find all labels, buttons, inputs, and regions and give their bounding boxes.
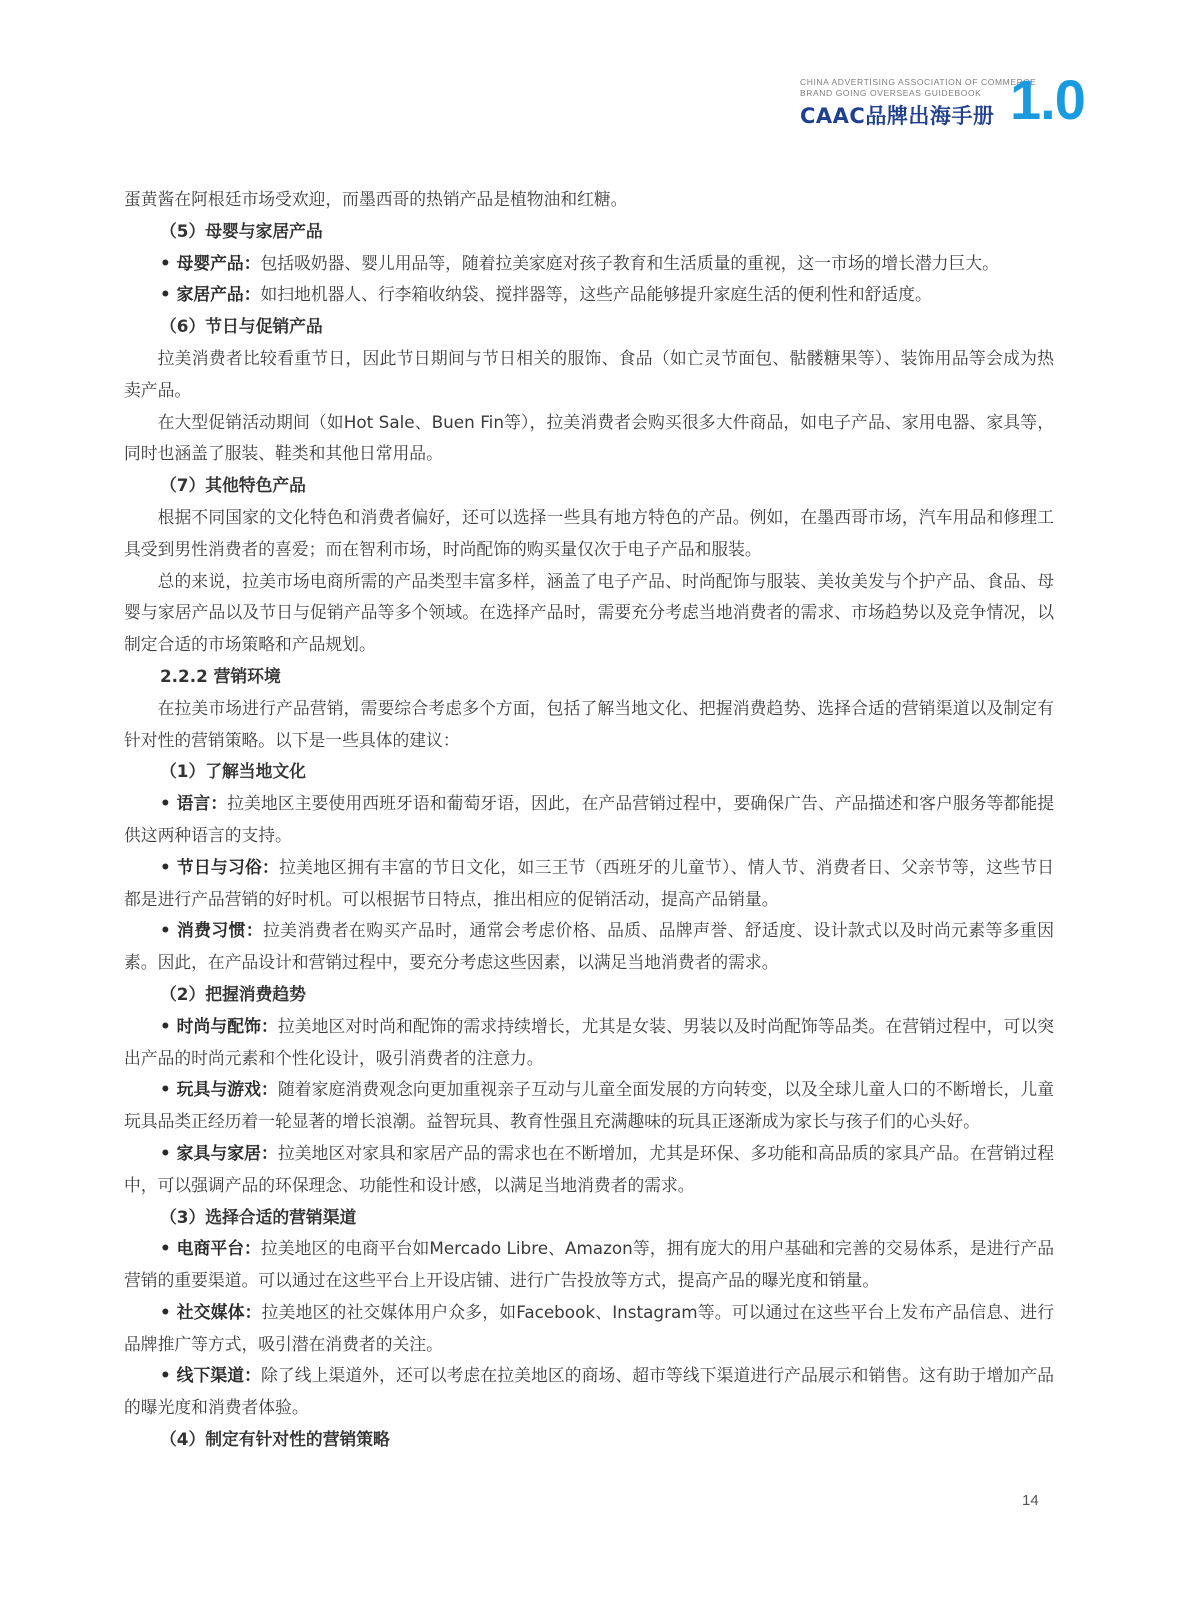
paragraph: 拉美消费者比较看重节日，因此节日期间与节日相关的服饰、食品（如亡灵节面包、骷髅糖果等）、装饰用品等会成为热卖产品。: [124, 347, 1054, 400]
bullet-text: 除了线上渠道外，还可以考虑在拉美地区的商场、超市等线下渠道进行产品展示和销售。这有助于增加产品的曝光度和消费者体验。: [124, 1365, 1054, 1418]
subheading: （4）制定有针对性的营销策略: [160, 1429, 390, 1450]
bullet-label: 社交媒体：: [176, 1301, 262, 1322]
bullet-mark: •: [160, 1015, 171, 1036]
subheading: （5）母婴与家居产品: [160, 220, 323, 241]
bullet-label: 时尚与配饰：: [176, 1015, 278, 1036]
bullet-text: 拉美地区拥有丰富的节日文化，如三王节（西班牙的儿童节）、情人节、消费者日、父亲节等，这些节日都是进行产品营销的好时机。可以根据节日特点，推出相应的促销活动，提高产品销量。: [124, 856, 1055, 909]
bullet-label: 母婴产品：: [176, 252, 261, 273]
bullet-item: [124, 1233, 1054, 1297]
bullet-text: 拉美地区的电商平台如Mercado Libre、Amazon等，拥有庞大的用户基础和完善的交易体系，是进行产品营销的重要渠道。可以通过在这些平台上开设店铺、进行广告投放等方式，提高产品的曝光度和销量。: [124, 1238, 1054, 1291]
bullet-item: [124, 248, 1054, 280]
bullet-text: 拉美地区的社交媒体用户众多，如Facebook、Instagram等。可以通过在这些平台上发布产品信息、进行品牌推广等方式，吸引潜在消费者的关注。: [124, 1301, 1054, 1354]
paragraph: 总的来说，拉美市场电商所需的产品类型丰富多样，涵盖了电子产品、时尚配饰与服装、美妆美发与个护产品、食品、母婴与家居产品以及节日与促销产品等多个领域。在选择产品时，需要充分考虑当地消费者的需求、市场趋势以及竞争情况，以制定合适的市场策略和产品规划。: [124, 570, 1054, 655]
bullet-mark: •: [160, 284, 171, 305]
bullet-item: [124, 1138, 1054, 1202]
bullet-item: [124, 1297, 1054, 1361]
subheading: （7）其他特色产品: [160, 475, 306, 496]
bullet-text: 拉美地区对家具和家居产品的需求也在不断增加，尤其是环保、多功能和高品质的家具产品。在营销过程中，可以强调产品的环保理念、功能性和设计感，以满足当地消费者的需求。: [124, 1142, 1054, 1195]
bullet-item: [124, 788, 1054, 852]
bullet-item: [124, 1074, 1054, 1138]
bullet-mark: •: [160, 1238, 171, 1259]
bullet-text: 如扫地机器人、行李箱收纳袋、搅拌器等，这些产品能够提升家庭生活的便利性和舒适度。: [260, 284, 932, 305]
bullet-item: [124, 1360, 1054, 1424]
section-heading: 2.2.2 营销环境: [160, 665, 281, 686]
subheading: （3）选择合适的营销渠道: [160, 1206, 357, 1227]
logo-guidebook-text: BRAND GOING OVERSEAS GUIDEBOOK: [800, 88, 982, 98]
bullet-text: 拉美消费者在购买产品时，通常会考虑价格、品质、品牌声誉、舒适度、设计款式以及时尚元素等多重因素。因此，在产品设计和营销过程中，要充分考虑这些因素，以满足当地消费者的需求。: [124, 920, 1054, 973]
bullet-item: [124, 915, 1054, 979]
bullet-label: 家具与家居：: [176, 1142, 278, 1163]
subheading: （1）了解当地文化: [160, 761, 306, 782]
bullet-mark: •: [160, 1365, 171, 1386]
subheading: （2）把握消费趋势: [160, 983, 306, 1004]
bullet-text: 包括吸奶器、婴儿用品等，随着拉美家庭对孩子教育和生活质量的重视，这一市场的增长潜力巨大。: [260, 252, 999, 273]
bullet-mark: •: [160, 1079, 171, 1100]
bullet-item: [124, 279, 1054, 311]
document-body: [124, 184, 1054, 1456]
bullet-mark: •: [160, 793, 171, 814]
bullet-label: 玩具与游戏：: [176, 1079, 278, 1100]
bullet-item: [124, 852, 1054, 916]
paragraph: 在大型促销活动期间（如Hot Sale、Buen Fin等），拉美消费者会购买很多大件商品，如电子产品、家用电器、家具等，同时也涵盖了服装、鞋类和其他日常用品。: [124, 411, 1054, 464]
paragraph: 根据不同国家的文化特色和消费者偏好，还可以选择一些具有地方特色的产品。例如，在墨西哥市场，汽车用品和修理工具受到男性消费者的喜爱；而在智利市场，时尚配饰的购买量仅次于电子产品和服装。: [124, 506, 1054, 559]
bullet-mark: •: [160, 920, 171, 941]
bullet-mark: •: [160, 1142, 171, 1163]
header-logo: [800, 68, 1100, 136]
bullet-label: 节日与习俗：: [176, 856, 280, 877]
bullet-label: 线下渠道：: [176, 1365, 262, 1386]
bullet-label: 家居产品：: [176, 284, 261, 305]
bullet-label: 消费习惯：: [177, 920, 264, 941]
paragraph: 在拉美市场进行产品营销，需要综合考虑多个方面，包括了解当地文化、把握消费趋势、选择合适的营销渠道以及制定有针对性的营销策略。以下是一些具体的建议：: [124, 697, 1054, 750]
bullet-mark: •: [160, 856, 171, 877]
bullet-label: 电商平台：: [176, 1238, 261, 1259]
bullet-text: 拉美地区对时尚和配饰的需求持续增长，尤其是女装、男装以及时尚配饰等品类。在营销过程中，可以突出产品的时尚元素和个性化设计，吸引消费者的注意力。: [124, 1015, 1054, 1068]
logo-brand-title: CAAC品牌出海手册: [800, 104, 995, 128]
bullet-mark: •: [160, 1301, 171, 1322]
logo-association-text: CHINA ADVERTISING ASSOCIATION OF COMMERCE: [800, 77, 1037, 87]
subheading: （6）节日与促销产品: [160, 316, 323, 337]
bullet-item: [124, 1011, 1054, 1075]
bullet-text: 拉美地区主要使用西班牙语和葡萄牙语，因此，在产品营销过程中，要确保广告、产品描述和客户服务等都能提供这两种语言的支持。: [124, 793, 1054, 845]
paragraph: 蛋黄酱在阿根廷市场受欢迎，而墨西哥的热销产品是植物油和红糖。: [124, 189, 628, 209]
bullet-label: 语言：: [176, 793, 228, 814]
page-number: 14: [1022, 1492, 1039, 1509]
logo-version: 1.0: [1010, 68, 1085, 131]
bullet-mark: •: [160, 252, 171, 273]
bullet-text: 随着家庭消费观念向更加重视亲子互动与儿童全面发展的方向转变，以及全球儿童人口的不断增长，儿童玩具品类正经历着一轮显著的增长浪潮。益智玩具、教育性强且充满趣味的玩具正逐渐成为家长与孩子们的心头好。: [124, 1079, 1054, 1132]
